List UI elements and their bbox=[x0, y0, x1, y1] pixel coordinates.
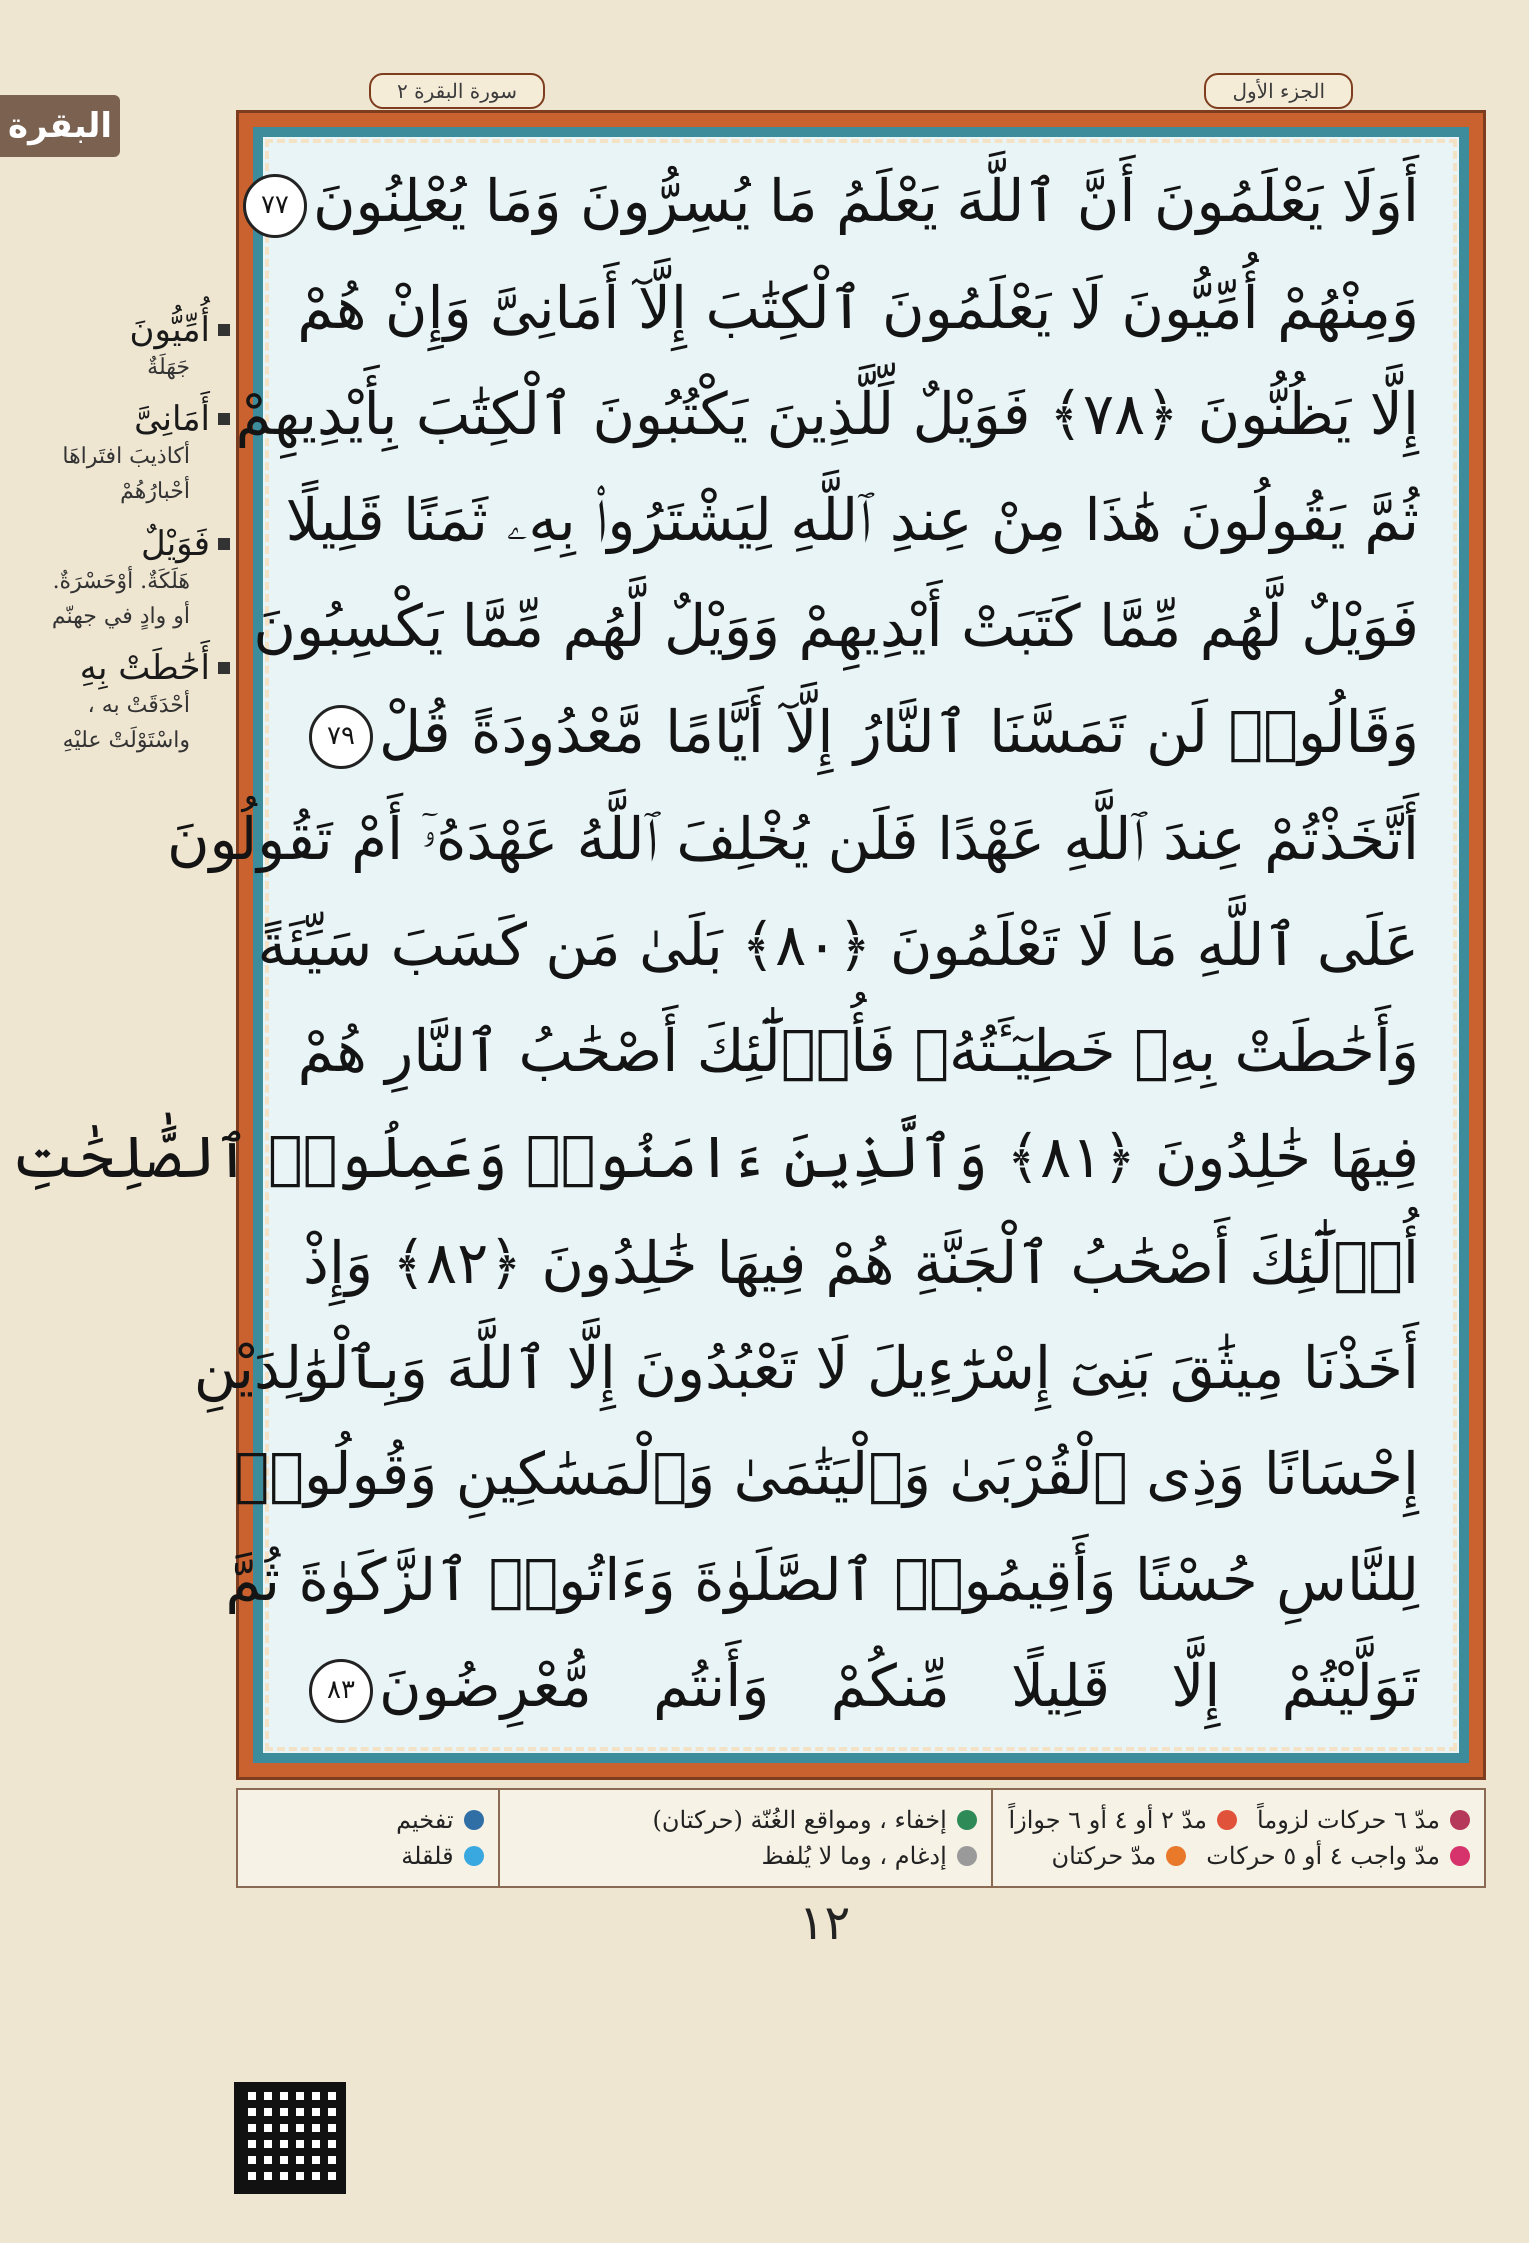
legend-item: إخفاء ، ومواقع الغُنّة (حركتان) bbox=[514, 1806, 977, 1834]
verse-line bbox=[303, 1229, 1419, 1299]
glossary-definition: هَلَكَةٌ. أوْحَسْرَةٌ. أو وادٍ في جهنّم bbox=[51, 568, 190, 629]
bullet-icon bbox=[218, 413, 230, 425]
surah-tab: البقرة bbox=[0, 95, 120, 157]
verse-text: ثُمَّ يَقُولُونَ هَٰذَا مِنْ عِندِ ٱللَّهِ لِيَشْتَرُوا۟ بِهِۦ ثَمَنًا قَلِيلًا bbox=[285, 486, 1419, 554]
verse-text: لِلنَّاسِ حُسْنًا وَأَقِيمُوا۟ ٱلصَّلَوٰةَ وَءَاتُوا۟ ٱلزَّكَوٰةَ ثُمَّ bbox=[225, 1546, 1419, 1615]
verse-text: أُو۟لَٰٓئِكَ أَصْحَٰبُ ٱلْجَنَّةِ هُمْ فِيهَا خَٰلِدُونَ ﴿٨٢﴾ وَإِذْ bbox=[303, 1228, 1419, 1297]
verse-line bbox=[297, 1016, 1419, 1087]
verse-line bbox=[193, 1334, 1419, 1404]
glossary-entry bbox=[30, 399, 230, 509]
legend-item: إدغام ، وما لا يُلفظ bbox=[514, 1842, 977, 1870]
verse-text: أَوَلَا يَعْلَمُونَ أَنَّ ٱللَّهَ يَعْلَمُ مَا يُسِرُّونَ وَمَا يُعْلِنُونَ bbox=[312, 167, 1419, 235]
color-dot-icon bbox=[1166, 1846, 1186, 1866]
verse-line bbox=[11, 1122, 1419, 1193]
verse-line bbox=[285, 486, 1419, 556]
verse-text: أَتَّخَذْتُمْ عِندَ ٱللَّهِ عَهْدًا فَلَن يُخْلِفَ ٱللَّهُ عَهْدَهُۥٓ أَمْ تَقُولُونَ bbox=[166, 805, 1419, 873]
verse-text: تَوَلَّيْتُمْ إِلَّا قَلِيلًا مِّنكُمْ وَأَنتُم مُّعْرِضُونَ bbox=[379, 1652, 1419, 1720]
legend-row bbox=[1007, 1842, 1470, 1870]
glossary-term: أَحَٰطَتْ بِهِ bbox=[30, 648, 230, 688]
verse-line bbox=[303, 1652, 1419, 1723]
verse-text: فَوَيْلٌ لَّهُم مِّمَّا كَتَبَتْ أَيْدِيهِمْ وَوَيْلٌ لَّهُم مِّمَّا يَكْسِبُونَ bbox=[253, 591, 1419, 660]
verse-text: فِيهَا خَٰلِدُونَ ﴿٨١﴾ وَٱلَّذِينَ ءَامَنُوا۟ وَعَمِلُوا۟ ٱلصَّٰلِحَٰتِ bbox=[11, 1122, 1419, 1191]
verse-line bbox=[235, 380, 1419, 450]
color-dot-icon bbox=[1450, 1810, 1470, 1830]
verse-text: وَقَالُوا۟ لَن تَمَسَّنَا ٱلنَّارُ إِلَّآ أَيَّامًا مَّعْدُودَةً قُلْ bbox=[379, 697, 1419, 766]
legend-item: مدّ ٢ أو ٤ أو ٦ جوازاً bbox=[1008, 1806, 1237, 1834]
legend-column-tafkhim bbox=[238, 1790, 498, 1886]
glossary-term: أَمَانِىَّ bbox=[30, 399, 230, 439]
legend-row bbox=[1007, 1806, 1470, 1834]
ayah-number-marker: ٧٧ bbox=[243, 174, 307, 238]
legend-column-madd bbox=[991, 1790, 1484, 1886]
glossary-entry bbox=[30, 310, 230, 385]
header-juz: الجزء الأول bbox=[1204, 73, 1353, 109]
legend-item: قلقلة bbox=[252, 1842, 484, 1870]
verse-line bbox=[166, 805, 1419, 875]
verse-text: عَلَى ٱللَّهِ مَا لَا تَعْلَمُونَ ﴿٨٠﴾ بَلَىٰ مَن كَسَبَ سَيِّئَةً bbox=[257, 910, 1419, 979]
verse-text: وَأَحَٰطَتْ بِهِۦ خَطِيٓـَٔتُهُۥ فَأُو۟لَٰٓئِكَ أَصْحَٰبُ ٱلنَّارِ هُمْ bbox=[297, 1016, 1419, 1085]
legend-column-ghunna bbox=[498, 1790, 991, 1886]
verse-line bbox=[257, 910, 1419, 981]
glossary-definition: أكاذيبَ افتَراهَا أحْبارُهُمْ bbox=[62, 444, 190, 505]
legend-item: مدّ واجب ٤ أو ٥ حركات bbox=[1206, 1842, 1470, 1870]
bullet-icon bbox=[218, 662, 230, 674]
page-number: ١٢ bbox=[798, 1895, 851, 1951]
qr-code-icon[interactable] bbox=[234, 2082, 346, 2194]
glossary-term: فَوَيْلٌ bbox=[30, 524, 230, 564]
color-dot-icon bbox=[957, 1810, 977, 1830]
glossary-entry bbox=[30, 648, 230, 758]
glossary-entry bbox=[30, 524, 230, 634]
color-dot-icon bbox=[957, 1846, 977, 1866]
margin-glossary bbox=[30, 310, 230, 772]
verse-line bbox=[253, 591, 1419, 662]
glossary-definition: جَهَلَةٌ bbox=[147, 355, 190, 380]
color-dot-icon bbox=[1217, 1810, 1237, 1830]
tajweed-legend bbox=[236, 1788, 1486, 1888]
ayah-number-marker: ٨٣ bbox=[309, 1659, 373, 1723]
legend-item: مدّ ٦ حركات لزوماً bbox=[1257, 1806, 1470, 1834]
legend-item: مدّ حركتان bbox=[1052, 1842, 1187, 1870]
verse-line bbox=[297, 274, 1419, 344]
header-surah-name: سورة البقرة ٢ bbox=[369, 73, 545, 109]
verse-line bbox=[260, 167, 1419, 238]
glossary-definition: أحْدَقَتْ به ، واسْتَوْلَتْ عليْهِ bbox=[62, 692, 190, 754]
bullet-icon bbox=[218, 538, 230, 550]
verse-text: إِحْسَانًا وَذِى ٱلْقُرْبَىٰ وَٱلْيَتَٰمَىٰ وَٱلْمَسَٰكِينِ وَقُولُوا۟ bbox=[234, 1440, 1419, 1509]
color-dot-icon bbox=[464, 1846, 484, 1866]
color-dot-icon bbox=[1450, 1846, 1470, 1866]
verse-text: إِلَّا يَظُنُّونَ ﴿٧٨﴾ فَوَيْلٌ لِّلَّذِينَ يَكْتُبُونَ ٱلْكِتَٰبَ بِأَيْدِيهِمْ bbox=[235, 380, 1419, 449]
verse-text: وَمِنْهُمْ أُمِّيُّونَ لَا يَعْلَمُونَ ٱلْكِتَٰبَ إِلَّآ أَمَانِىَّ وَإِنْ هُمْ bbox=[297, 274, 1419, 343]
glossary-term: أُمِّيُّونَ bbox=[30, 310, 230, 350]
color-dot-icon bbox=[464, 1810, 484, 1830]
verse-text: أَخَذْنَا مِيثَٰقَ بَنِىٓ إِسْرَٰٓءِيلَ لَا تَعْبُدُونَ إِلَّا ٱللَّهَ وَبِٱلْوَٰلِدَيْنِ bbox=[193, 1334, 1419, 1403]
verse-line bbox=[303, 698, 1419, 769]
ayah-number-marker: ٧٩ bbox=[309, 705, 373, 769]
bullet-icon bbox=[218, 324, 230, 336]
verse-line bbox=[225, 1546, 1419, 1616]
verse-line bbox=[234, 1440, 1419, 1510]
legend-item: تفخيم bbox=[252, 1806, 484, 1834]
